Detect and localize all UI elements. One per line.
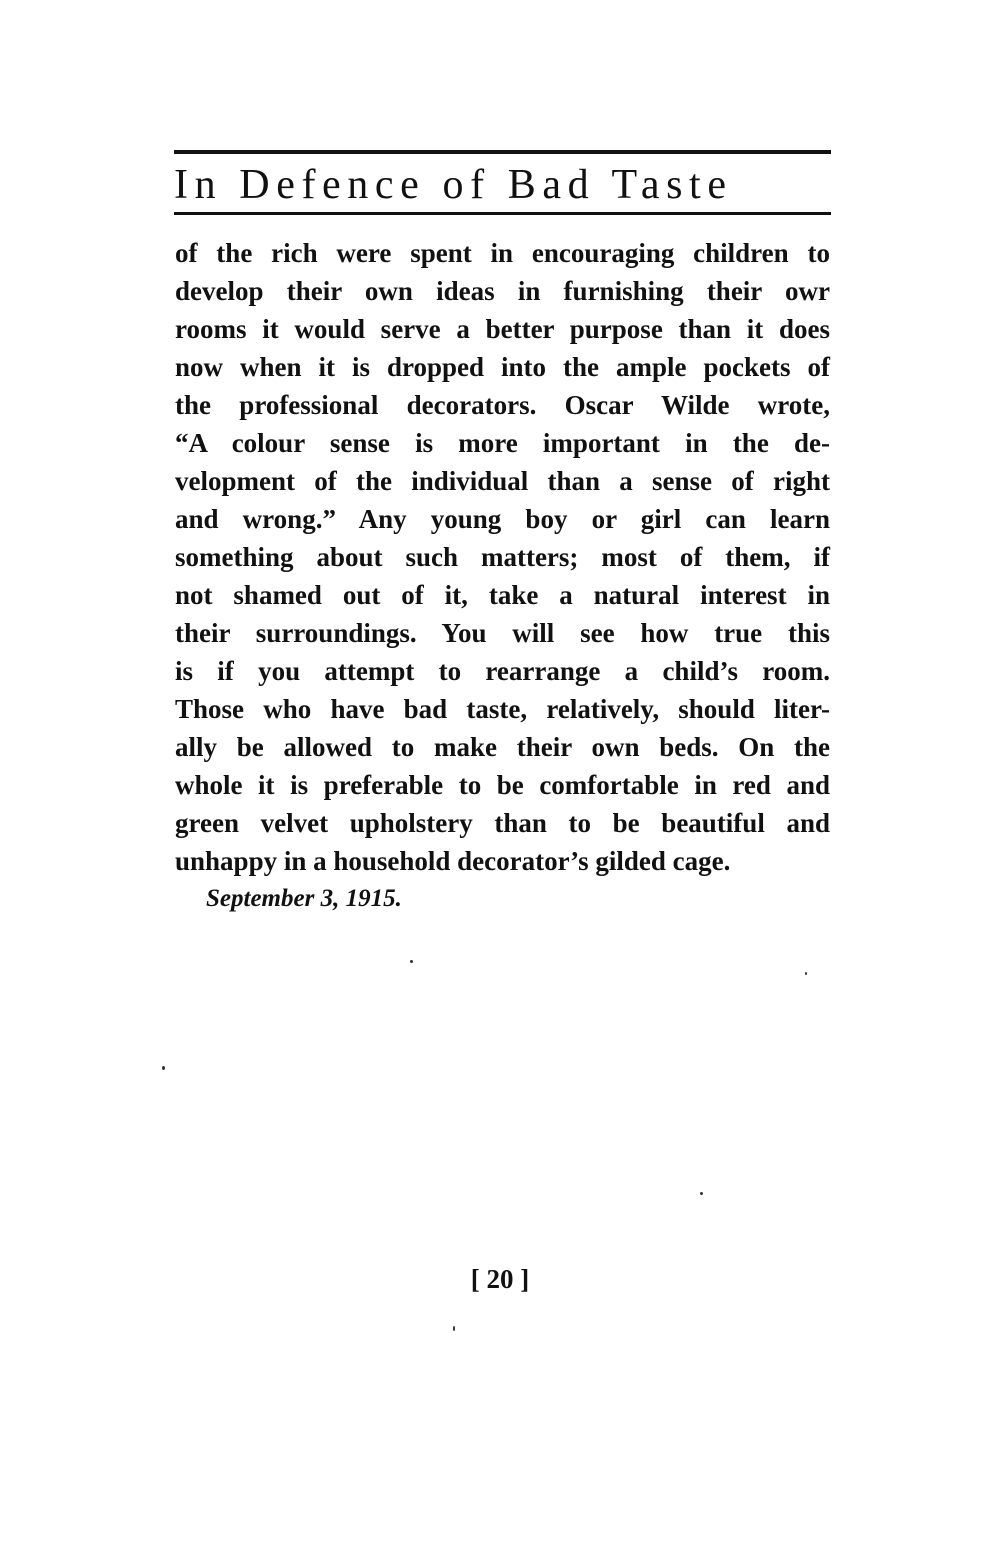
header-rule-bottom: [174, 212, 831, 215]
body-line: of the rich were spent in encouraging children to: [175, 238, 830, 268]
body-line: develop their own ideas in furnishing their owr: [175, 276, 830, 306]
page-number: [ 20 ]: [470, 1264, 530, 1294]
scan-speck: [700, 1192, 703, 1195]
body-line: now when it is dropped into the ample pockets of: [175, 352, 830, 382]
body-line: not shamed out of it, take a natural interest in: [175, 580, 830, 610]
body-line: and wrong.” Any young boy or girl can learn: [175, 504, 830, 534]
body-line-last: unhappy in a household decorator’s gilded cage.: [175, 846, 731, 876]
scan-speck: [162, 1066, 165, 1070]
body-line: ally be allowed to make their own beds. On the: [175, 732, 830, 762]
body-line: whole it is preferable to be comfortable in red and: [175, 770, 830, 800]
body-line: their surroundings. You will see how true this: [175, 618, 830, 648]
body-line: is if you attempt to rearrange a child’s room.: [175, 656, 830, 686]
body-line: green velvet upholstery than to be beautiful and: [175, 808, 830, 838]
body-line: “A colour sense is more important in the de-: [175, 428, 830, 458]
body-line: Those who have bad taste, relatively, should liter-: [175, 694, 830, 724]
scan-speck: [805, 972, 807, 975]
header-rule-top: [174, 150, 831, 154]
body-line: velopment of the individual than a sense of right: [175, 466, 830, 496]
body-line: rooms it would serve a better purpose than it does: [175, 314, 830, 344]
scan-speck: [453, 1326, 455, 1331]
body-line: the professional decorators. Oscar Wilde wrote,: [175, 390, 830, 420]
dateline: September 3, 1915.: [206, 885, 402, 912]
scan-speck: [410, 960, 413, 963]
running-header-title: In Defence of Bad Taste: [174, 162, 733, 208]
body-paragraph: [175, 234, 830, 880]
body-line: something about such matters; most of them, if: [175, 542, 830, 572]
